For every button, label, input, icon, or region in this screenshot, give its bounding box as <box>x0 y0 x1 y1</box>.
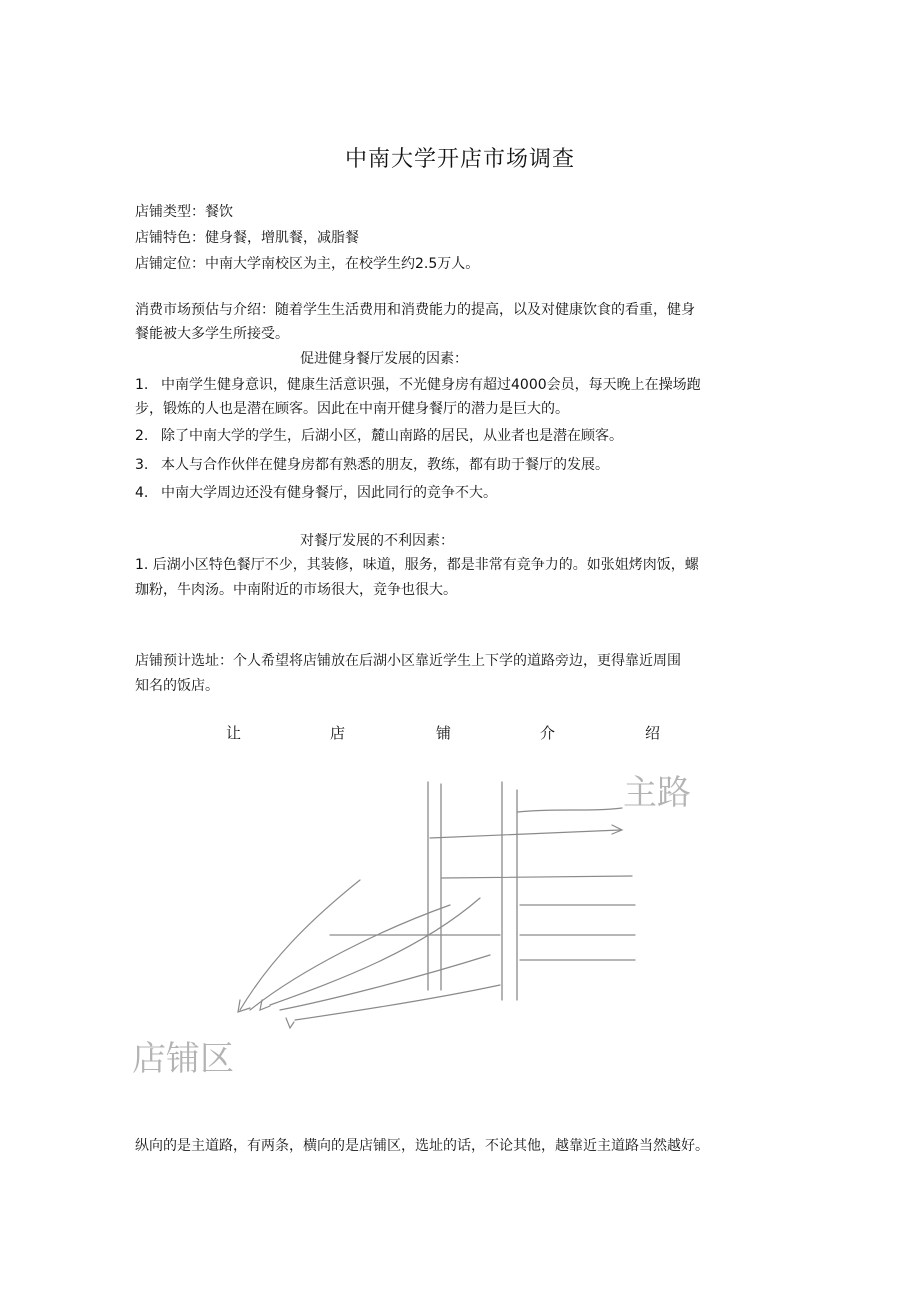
shop-row-line <box>442 876 632 878</box>
market-paragraph-line2: 餐能被大多学生所接受。 <box>135 326 289 342</box>
item-text: 中南学生健身意识，健康生活意识强，不光健身房有超过4000会员，每天晚上在操场跑 <box>161 377 701 393</box>
sketch-title-char: 绍 <box>645 724 661 742</box>
shop-feature-label: 店铺特色： <box>135 230 205 246</box>
shop-feature-value: 健身餐，增肌餐，减脂餐 <box>205 230 359 246</box>
positive-item-2 <box>135 427 623 445</box>
sketch-title-char: 店 <box>330 724 346 742</box>
positive-item-3 <box>135 456 609 474</box>
shop-position-line <box>135 255 479 273</box>
shop-position-label: 店铺定位： <box>135 256 205 272</box>
shop-area-label: 店铺区 <box>132 1039 234 1079</box>
item-number: 1. <box>135 377 149 393</box>
location-line2: 知名的饭店。 <box>135 678 219 694</box>
positive-item-1-cont: 步，锻炼的人也是潜在顾客。因此在中南开健身餐厅的潜力是巨大的。 <box>135 401 569 417</box>
sketch-title-char: 让 <box>226 724 242 742</box>
shop-type-label: 店铺类型： <box>135 204 205 220</box>
page-title: 中南大学开店市场调查 <box>344 147 575 172</box>
shop-rows <box>330 808 635 960</box>
location-sketch <box>128 715 698 1085</box>
item-number: 3. <box>135 457 149 473</box>
main-road-label: 主路 <box>623 773 691 813</box>
arrow-line <box>295 985 500 1020</box>
main-roads <box>428 782 517 1000</box>
shop-row-line <box>430 830 620 838</box>
location-line1: 店铺预计选址：个人希望将店铺放在后湖小区靠近学生上下学的道路旁边，更得靠近周围 <box>135 653 681 669</box>
negative-item-line2: 珈粉，牛肉汤。中南附近的市场很大，竞争也很大。 <box>135 582 457 598</box>
arrow-head <box>260 1000 270 1010</box>
arrows-to-shop-area <box>238 880 500 1028</box>
item-text: 本人与合作伙伴在健身房都有熟悉的朋友，教练，都有助于餐厅的发展。 <box>161 457 609 473</box>
item-text: 除了中南大学的学生，后湖小区，麓山南路的居民，从业者也是潜在顾客。 <box>161 428 623 444</box>
sketch-title-char: 铺 <box>436 724 452 742</box>
market-paragraph-line1: 消费市场预估与介绍：随着学生生活费用和消费能力的提高，以及对健康饮食的看重，健身 <box>135 302 695 318</box>
item-number: 4. <box>135 485 149 501</box>
shop-feature-line <box>135 229 359 247</box>
sketch-title-char: 介 <box>540 724 556 742</box>
conclusion-text: 纵向的是主道路，有两条，横向的是店铺区，选址的话，不论其他，越靠近主道路当然越好。 <box>135 1138 709 1154</box>
item-number: 2. <box>135 428 149 444</box>
arrow-head <box>286 1018 294 1028</box>
item-text: 中南大学周边还没有健身餐厅，因此同行的竞争不大。 <box>161 485 497 501</box>
positive-item-4 <box>135 484 497 502</box>
shop-row-line <box>518 808 622 812</box>
arrow-head <box>612 825 622 834</box>
shop-position-value: 中南大学南校区为主，在校学生约2.5万人。 <box>205 256 480 272</box>
shop-type-value: 餐饮 <box>205 204 233 220</box>
positive-item-1 <box>135 376 701 394</box>
negative-factors-heading: 对餐厅发展的不利因素： <box>300 533 454 549</box>
positive-factors-heading: 促进健身餐厅发展的因素： <box>300 351 468 367</box>
negative-item-line1: 1. 后湖小区特色餐厅不少，其装修，味道，服务，都是非常有竞争力的。如张姐烤肉饭，螺 <box>135 557 699 573</box>
arrow-line <box>270 898 480 1005</box>
arrow-line <box>240 880 360 1010</box>
shop-type-line <box>135 203 233 221</box>
arrow-line <box>280 955 490 1010</box>
